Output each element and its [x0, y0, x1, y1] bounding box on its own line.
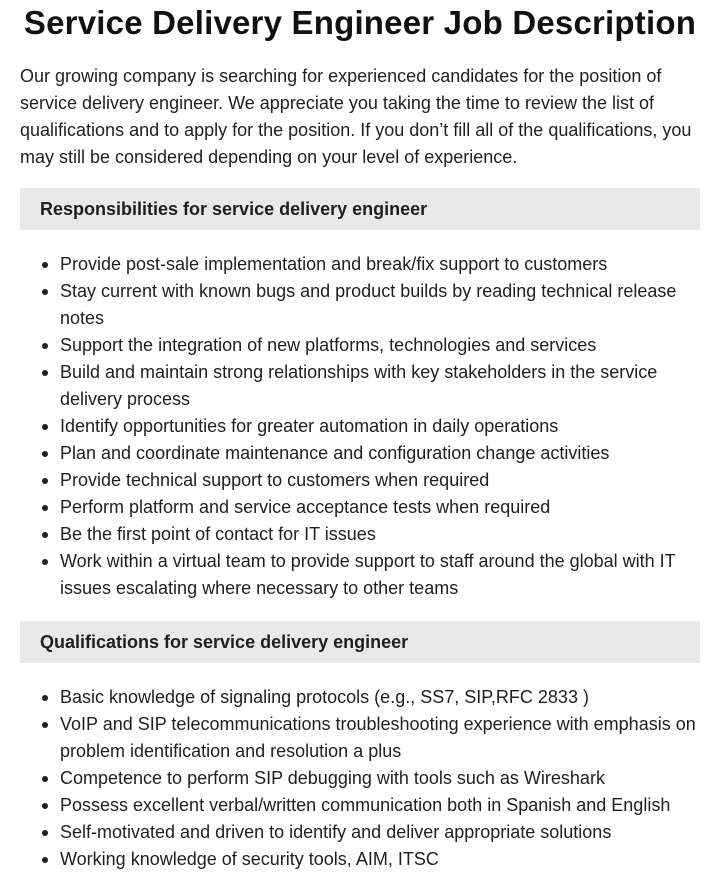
- page-title: Service Delivery Engineer Job Description: [23, 4, 697, 41]
- qualifications-heading: Qualifications for service delivery engineer: [20, 621, 700, 663]
- list-item: Competence to perform SIP debugging with tools such as Wireshark: [20, 765, 700, 792]
- responsibilities-heading: Responsibilities for service delivery engineer: [20, 188, 700, 230]
- list-item: Build and maintain strong relationships with key stakeholders in the service delivery process: [20, 359, 700, 413]
- list-item: Plan and coordinate maintenance and configuration change activities: [20, 440, 700, 467]
- list-item: Identify opportunities for greater automation in daily operations: [20, 413, 700, 440]
- list-item: Work within a virtual team to provide support to staff around the global with IT issues escalating where necessary to other teams: [20, 548, 700, 602]
- list-item: Self-motivated and driven to identify and deliver appropriate solutions: [20, 819, 700, 846]
- intro-paragraph: Our growing company is searching for experienced candidates for the position of service delivery engineer. We appreciate you taking the time to review the list of qualifications and to apply for the position. If you don’t fill all of the qualifications, you may still be considered depending on your level of experience.: [20, 66, 692, 167]
- list-item: Possess excellent verbal/written communication both in Spanish and English: [20, 792, 700, 819]
- list-item: Be the first point of contact for IT issues: [20, 521, 700, 548]
- list-item: Support the integration of new platforms, technologies and services: [20, 332, 700, 359]
- list-item: Basic knowledge of signaling protocols (e.g., SS7, SIP,RFC 2833 ): [20, 684, 700, 711]
- responsibilities-list: [20, 251, 700, 602]
- list-item: Stay current with known bugs and product builds by reading technical release notes: [20, 278, 700, 332]
- list-item: Working knowledge of security tools, AIM, ITSC: [20, 846, 700, 873]
- list-item: VoIP and SIP telecommunications troubleshooting experience with emphasis on problem identification and resolution a plus: [20, 711, 700, 765]
- list-item: Provide technical support to customers when required: [20, 467, 700, 494]
- list-item: Provide post-sale implementation and break/fix support to customers: [20, 251, 700, 278]
- qualifications-list: [20, 684, 700, 873]
- list-item: Perform platform and service acceptance tests when required: [20, 494, 700, 521]
